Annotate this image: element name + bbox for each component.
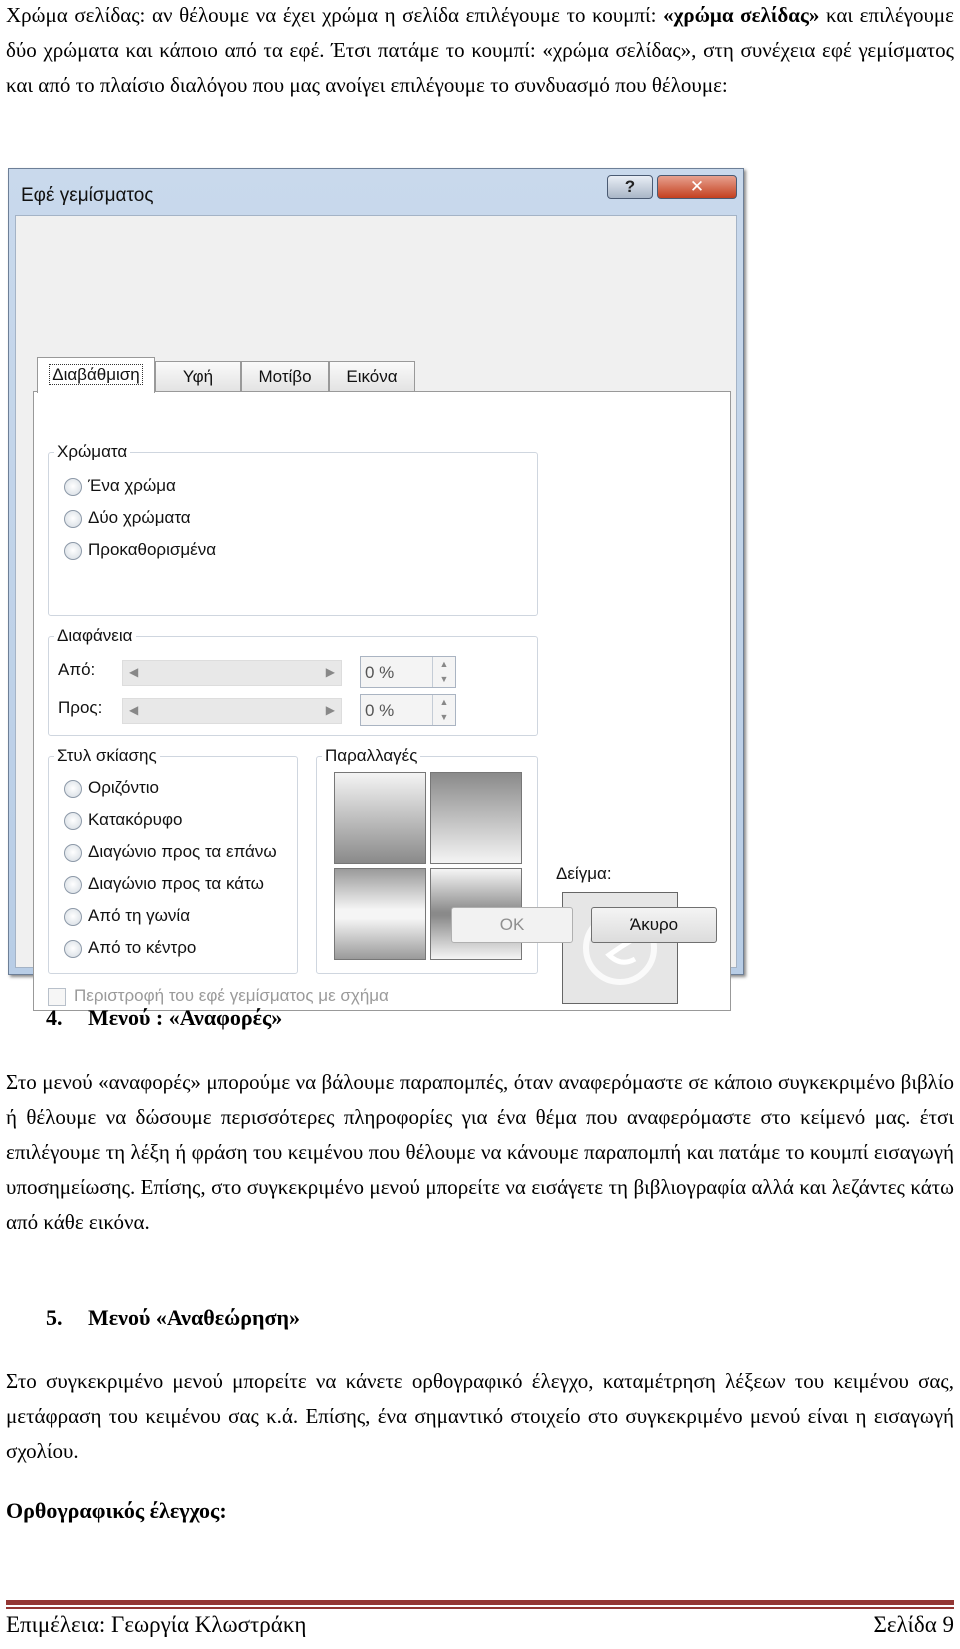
ok-button[interactable]: OK bbox=[451, 907, 573, 943]
radio-horizontal-label: Οριζόντιο bbox=[88, 778, 159, 797]
section4-title: Μενού : «Αναφορές» bbox=[88, 1005, 283, 1030]
radio-two-colors[interactable] bbox=[64, 510, 82, 528]
footer-rule-thick bbox=[6, 1600, 954, 1605]
radio-diagonal-up[interactable] bbox=[64, 844, 82, 862]
radio-from-corner[interactable] bbox=[64, 908, 82, 926]
spinner-arrows-icon[interactable]: ▲ ▼ bbox=[432, 695, 455, 725]
shading-label: Στυλ σκίασης bbox=[54, 746, 160, 766]
radio-preset-label: Προκαθορισμένα bbox=[88, 540, 217, 559]
tab-picture[interactable]: Εικόνα bbox=[329, 361, 415, 391]
slider-right-icon: ▶ bbox=[325, 703, 335, 717]
footer-page-number: Σελίδα 9 bbox=[873, 1612, 954, 1637]
radio-from-center[interactable] bbox=[64, 940, 82, 958]
radio-diagonal-down[interactable] bbox=[64, 876, 82, 894]
radio-preset[interactable] bbox=[64, 542, 82, 560]
variant-swatch-3[interactable] bbox=[334, 868, 426, 960]
section5-paragraph: Στο συγκεκριμένο μενού μπορείτε να κάνετε ορθογραφικό έλεγχο, καταμέτρηση λέξεων του κειμένου σας, μετάφραση του κειμένου σας κ.ά. Επίσης, ένα σημαντικό στοιχείο στο συγκεκριμένο μενού είναι η εισαγωγή σχολίου. bbox=[6, 1369, 954, 1463]
footer-rule-thin bbox=[6, 1607, 954, 1609]
section4-number: 4. bbox=[46, 1005, 63, 1030]
radio-one-color[interactable] bbox=[64, 478, 82, 496]
footer-author: Επιμέλεια: Γεωργία Κλωστράκη bbox=[6, 1612, 307, 1637]
radio-vertical[interactable] bbox=[64, 812, 82, 830]
colors-label: Χρώματα bbox=[54, 442, 130, 462]
fill-effects-dialog bbox=[8, 168, 744, 1005]
section5-title: Μενού «Αναθεώρηση» bbox=[88, 1305, 300, 1330]
from-spinner[interactable]: 0 % ▲ ▼ bbox=[360, 656, 456, 688]
spellcheck-heading: Ορθογραφικός έλεγχος: bbox=[6, 1498, 227, 1523]
rotate-label: Περιστροφή του εφέ γεμίσματος με σχήμα bbox=[74, 986, 389, 1005]
intro-paragraph bbox=[6, 0, 954, 103]
radio-horizontal[interactable] bbox=[64, 780, 82, 798]
sample-label: Δείγμα: bbox=[556, 864, 612, 883]
radio-from-center-label: Από το κέντρο bbox=[88, 938, 197, 957]
to-label: Προς: bbox=[58, 698, 103, 717]
tab-gradient[interactable]: Διαβάθμιση bbox=[37, 357, 155, 393]
to-spinner[interactable]: 0 % ▲ ▼ bbox=[360, 694, 456, 726]
radio-vertical-label: Κατακόρυφο bbox=[88, 810, 183, 829]
intro-text-1: Χρώμα σελίδας: αν θέλουμε να έχει χρώμα η σελίδα επιλέγουμε το κουμπί: bbox=[6, 3, 664, 27]
help-icon[interactable]: ? bbox=[607, 175, 653, 199]
radio-two-colors-label: Δύο χρώματα bbox=[88, 508, 191, 527]
section5-number: 5. bbox=[46, 1305, 63, 1330]
transparency-label: Διαφάνεια bbox=[54, 626, 136, 646]
dialog-title: Εφέ γεμίσματος bbox=[21, 185, 154, 206]
radio-one-color-label: Ένα χρώμα bbox=[88, 476, 176, 495]
section4-paragraph: Στο μενού «αναφορές» μπορούμε να βάλουμε παραπομπές, όταν αναφερόμαστε σε κάποιο συγκεκριμένο βιβλίο ή θέλουμε να δώσουμε περισσότερες πληροφορίες για ένα θέμα που αναφερόμαστε στο κείμενό μας. έτσι επιλέγουμε τη λέξη ή φράση του κειμένου που θέλουμε να κάνουμε παραπομπή και πατάμε το κουμπί εισαγωγή υποσημείωσης. Επίσης, στο συγκεκριμένο μενού μπορείτε να εισάγετε τη βιβλιογραφία αλλά και λεζάντες κάτω από κάθε εικόνα. bbox=[6, 1070, 954, 1234]
close-icon[interactable]: ✕ bbox=[657, 175, 737, 199]
rotate-checkbox[interactable] bbox=[48, 988, 66, 1006]
intro-text-2: και επιλέγουμε δύο χρώματα και κάποιο από τα εφέ. Έτσι πατάμε το κουμπί: «χρώμα σελίδας», στη συνέχεια εφέ γεμίσματος και από το πλαίσιο διαλόγου που μας ανοίγει επιλέγουμε το συνδυασμό που θέλουμε: bbox=[6, 3, 954, 97]
radio-diagonal-up-label: Διαγώνιο προς τα επάνω bbox=[88, 842, 277, 861]
slider-left-icon: ◀ bbox=[129, 665, 139, 679]
from-label: Από: bbox=[58, 660, 96, 679]
tab-pattern[interactable]: Μοτίβο bbox=[241, 361, 329, 391]
tab-texture[interactable]: Υφή bbox=[155, 361, 241, 391]
slider-left-icon: ◀ bbox=[129, 703, 139, 717]
intro-bold: «χρώμα σελίδας» bbox=[663, 3, 820, 27]
variants-label: Παραλλαγές bbox=[322, 746, 420, 766]
slider-right-icon: ▶ bbox=[325, 665, 335, 679]
spinner-arrows-icon[interactable]: ▲ ▼ bbox=[432, 657, 455, 687]
variant-swatch-1[interactable] bbox=[334, 772, 426, 864]
from-slider[interactable] bbox=[122, 660, 342, 686]
radio-diagonal-down-label: Διαγώνιο προς τα κάτω bbox=[88, 874, 264, 893]
radio-from-corner-label: Από τη γωνία bbox=[88, 906, 191, 925]
cancel-button[interactable]: Άκυρο bbox=[591, 907, 717, 943]
to-slider[interactable] bbox=[122, 698, 342, 724]
variant-swatch-2[interactable] bbox=[430, 772, 522, 864]
